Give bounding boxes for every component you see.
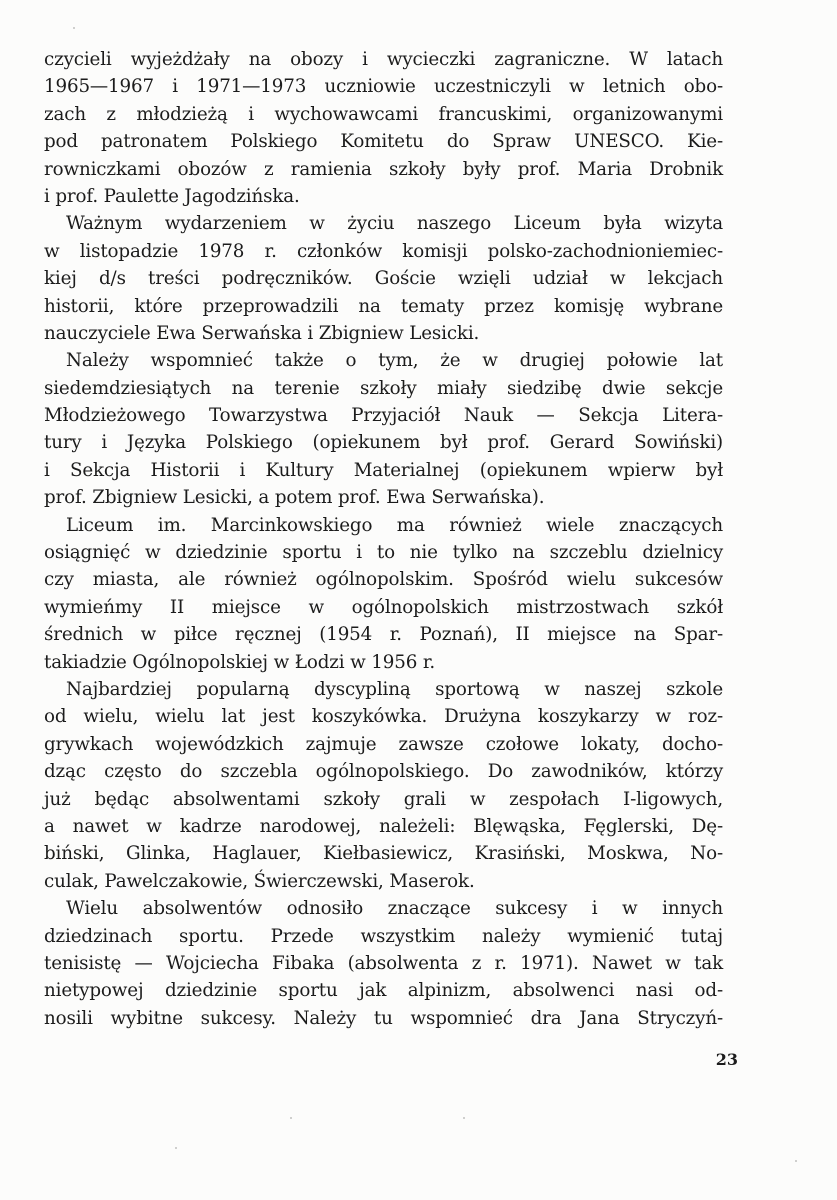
text-line: takiadzie Ogólnopolskiej w Łodzi w 1956 r. — [44, 651, 436, 673]
text-line: grywkach wojewódzkich zajmuje zawsze czołowe lokaty, docho- — [44, 733, 723, 755]
text-line: i Sekcja Historii i Kultury Materialnej (opiekunem wpierw był — [44, 459, 723, 481]
text-line: siedemdziesiątych na terenie szkoły miały siedzibę dwie sekcje — [44, 377, 723, 399]
text-line: czy miasta, ale również ogólnopolskim. Spośród wielu sukcesów — [44, 569, 723, 591]
text-line: historii, które przeprowadzili na tematy przez komisję wybrane — [44, 295, 723, 317]
text-line: pod patronatem Polskiego Komitetu do Spraw UNESCO. Kie- — [44, 131, 723, 153]
text-line: dząc często do szczebla ogólnopolskiego. Do zawodników, którzy — [44, 761, 723, 783]
scan-speck — [463, 1117, 465, 1119]
paragraph-first-line: Najbardziej popularną dyscypliną sportową w naszej szkole — [66, 678, 723, 700]
paragraph-first-line: Liceum im. Marcinkowskiego ma również wiele znaczących — [66, 514, 723, 536]
text-line: culak, Pawelczakowie, Świerczewski, Maserok. — [44, 870, 475, 892]
text-line: czycieli wyjeżdżały na obozy i wycieczki zagraniczne. W latach — [44, 49, 723, 70]
text-line: biński, Glinka, Haglauer, Kiełbasiewicz, Krasiński, Moskwa, No- — [44, 843, 723, 865]
text-line: Młodzieżowego Towarzystwa Przyjaciół Nauk — Sekcja Litera- — [44, 405, 723, 427]
text-line: nauczyciele Ewa Serwańska i Zbigniew Lesicki. — [44, 322, 480, 344]
scan-speck — [175, 1147, 177, 1149]
text-line: nosili wybitne sukcesy. Należy tu wspomnieć dra Jana Stryczyń- — [44, 1007, 723, 1029]
paragraph-first-line: Należy wspomnieć także o tym, że w drugiej połowie lat — [66, 350, 723, 372]
text-line: rowniczkami obozów z ramienia szkoły były prof. Maria Drobnik — [44, 158, 723, 180]
page-number: 23 — [715, 1050, 738, 1069]
text-line: 1965—1967 i 1971—1973 uczniowie uczestniczyli w letnich obo- — [44, 76, 723, 98]
paragraph-first-line: Ważnym wydarzeniem w życiu naszego Liceum była wizyta — [66, 213, 723, 235]
text-line: tury i Języka Polskiego (opiekunem był prof. Gerard Sowiński) — [44, 432, 723, 454]
scan-speck — [290, 1117, 292, 1119]
text-line: zach z młodzieżą i wychowawcami francuskimi, organizowanymi — [44, 103, 723, 125]
text-line: tenisistę — Wojciecha Fibaka (absolwenta z r. 1971). Nawet w tak — [44, 952, 723, 974]
text-line: nietypowej dziedzinie sportu jak alpinizm, absolwenci nasi od- — [44, 980, 723, 1002]
text-line: dziedzinach sportu. Przede wszystkim należy wymienić tutaj — [44, 925, 723, 947]
text-line: prof. Zbigniew Lesicki, a potem prof. Ewa Serwańska). — [44, 487, 545, 509]
scan-speck — [795, 1160, 797, 1162]
text-line: i prof. Paulette Jagodzińska. — [44, 185, 300, 207]
body-text — [44, 46, 723, 1032]
text-line: wymieńmy II miejsce w ogólnopolskich mistrzostwach szkół — [44, 596, 723, 618]
text-line: w listopadzie 1978 r. członków komisji polsko-zachodnioniemiec- — [44, 240, 723, 262]
text-line: już będąc absolwentami szkoły grali w zespołach I-ligowych, — [44, 788, 723, 810]
scan-speck — [73, 27, 75, 29]
text-line: średnich w piłce ręcznej (1954 r. Poznań), II miejsce na Spar- — [44, 624, 723, 646]
text-line: a nawet w kadrze narodowej, należeli: Blęwąska, Fęglerski, Dę- — [44, 815, 723, 837]
text-line: od wielu, wielu lat jest koszykówka. Drużyna koszykarzy w roz- — [44, 706, 723, 728]
text-line: kiej d/s treści podręczników. Goście wzięli udział w lekcjach — [44, 268, 723, 290]
paragraph-first-line: Wielu absolwentów odnosiło znaczące sukcesy i w innych — [66, 898, 723, 920]
text-line: osiągnięć w dziedzinie sportu i to nie tylko na szczeblu dzielnicy — [44, 542, 723, 564]
